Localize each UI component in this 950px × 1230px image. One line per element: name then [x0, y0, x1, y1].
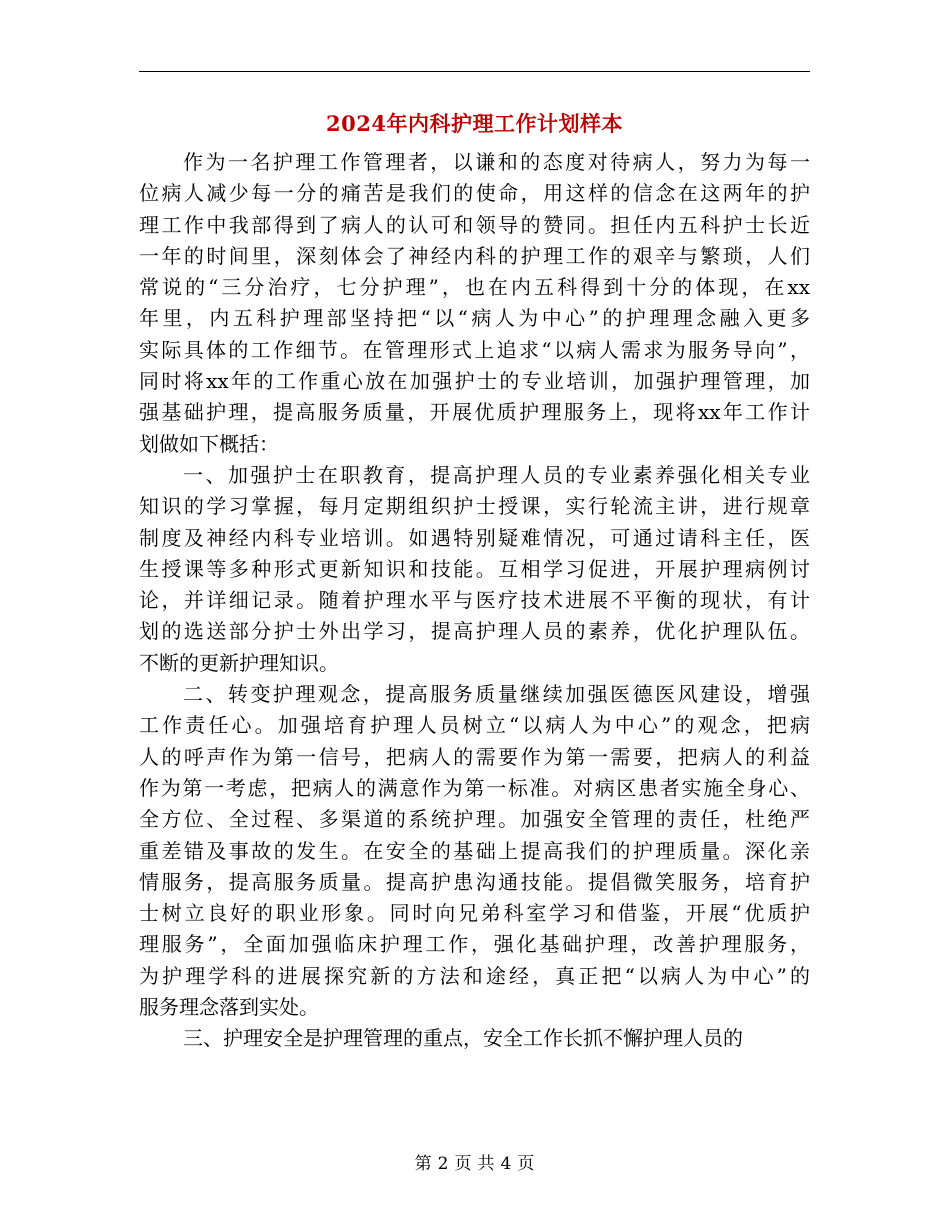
footer-total-label: 共	[477, 1154, 495, 1174]
paragraph-line: 人的呼声作为第一信号，把病人的需要作为第一需要，把病人的利益	[139, 744, 810, 769]
paragraph-line: 士树立良好的职业形象。同时向兄弟科室学习和借鉴，开展“优质护	[139, 901, 810, 926]
paragraph-line: 重差错及事故的发生。在安全的基础上提高我们的护理质量。深化亲	[139, 838, 810, 863]
paragraph-line: 服务理念落到实处。	[139, 995, 319, 1020]
paragraph-line: 知识的学习掌握，每月定期组织护士授课，实行轮流主讲，进行规章	[139, 494, 810, 519]
paragraph-line: 位病人减少每一分的痛苦是我们的使命，用这样的信念在这两年的护	[139, 181, 810, 206]
paragraph-line: 理工作中我部得到了病人的认可和领导的赞同。担任内五科护士长近	[139, 212, 810, 237]
paragraph-line: 一年的时间里，深刻体会了神经内科的护理工作的艰辛与繁琐，人们	[139, 243, 810, 268]
document-title: 2024年内科护理工作计划样本	[326, 111, 623, 136]
page-footer	[139, 1152, 810, 1176]
document-body	[139, 147, 810, 1055]
paragraph-line: 论，并详细记录。随着护理水平与医疗技术进展不平衡的现状，有计	[139, 588, 810, 613]
paragraph-line: 作为一名护理工作管理者，以谦和的态度对待病人，努力为每一	[183, 150, 810, 174]
paragraph	[139, 1023, 810, 1054]
paragraph-line: 划做如下概括：	[139, 431, 279, 456]
paragraph-line: 实际具体的工作细节。在管理形式上追求“以病人需求为服务导向”，	[139, 337, 810, 362]
footer-total-pages: 4	[500, 1154, 512, 1174]
paragraph	[139, 460, 810, 679]
paragraph-line: 常说的“三分治疗，七分护理”，也在内五科得到十分的体现，在xx	[139, 275, 810, 300]
paragraph-line: 作为第一考虑，把病人的满意作为第一标准。对病区患者实施全身心、	[139, 775, 810, 800]
footer-prefix: 第	[414, 1154, 432, 1174]
paragraph-line: 二、转变护理观念，提高服务质量继续加强医德医风建设，增强	[183, 682, 810, 707]
paragraph-line: 划的选送部分护士外出学习，提高护理人员的素养，优化护理队伍。	[139, 619, 810, 644]
paragraph-line: 制度及神经内科专业培训。如遇特别疑难情况，可通过请科主任，医	[139, 525, 810, 550]
paragraph-line: 理服务”，全面加强临床护理工作，强化基础护理，改善护理服务，	[139, 932, 810, 957]
paragraph-line: 年里，内五科护理部坚持把“以“病人为中心”的护理理念融入更多	[139, 306, 810, 331]
paragraph-line: 生授课等多种形式更新知识和技能。互相学习促进，开展护理病例讨	[139, 556, 810, 581]
paragraph	[139, 147, 810, 460]
paragraph-line: 情服务，提高服务质量。提高护患沟通技能。提倡微笑服务，培育护	[139, 869, 810, 894]
paragraph-line: 强基础护理，提高服务质量，开展优质护理服务上，现将xx年工作计	[139, 400, 810, 425]
footer-current-page: 2	[437, 1154, 449, 1174]
footer-page-label: 页	[454, 1154, 472, 1174]
paragraph-line: 一、加强护士在职教育，提高护理人员的专业素养强化相关专业	[183, 462, 810, 487]
paragraph-line: 全方位、全过程、多渠道的系统护理。加强安全管理的责任，杜绝严	[139, 807, 810, 832]
footer-suffix: 页	[517, 1154, 535, 1174]
paragraph-line: 工作责任心。加强培育护理人员树立“以病人为中心”的观念，把病	[139, 713, 810, 738]
paragraph-line: 三、护理安全是护理管理的重点，安全工作长抓不懈护理人员的	[183, 1026, 743, 1051]
paragraph-line: 为护理学科的进展探究新的方法和途经，真正把“以病人为中心”的	[139, 963, 810, 988]
paragraph	[139, 679, 810, 1023]
paragraph-line: 同时将xx年的工作重心放在加强护士的专业培训，加强护理管理，加	[139, 369, 810, 394]
header-rule	[139, 71, 810, 72]
paragraph-line: 不断的更新护理知识。	[139, 650, 339, 675]
